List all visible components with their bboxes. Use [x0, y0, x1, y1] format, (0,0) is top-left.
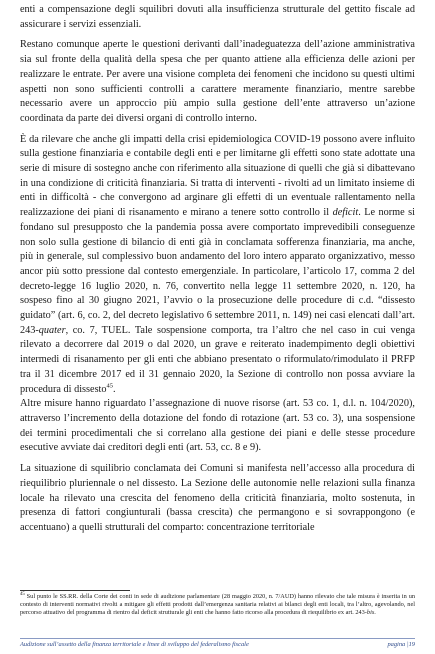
paragraph-2: Restano comunque aperte le questioni derivanti dall’inadeguatezza dell’azione amministrativa sia sul fronte della qualità della spesa che per quanto attiene alla efficienza delle azioni per realizzare le entrate. Per avere una visione completa dei fenomeni che incidono su questi ultimi aspetti non sono sufficienti controlli a carattere meramente finanziario, mentre sarebbe necessario avere un approccio più ampio sulla gestione dell’ente attraverso un’azione coordinata da parte dei diversi organi di controllo interno. — [20, 39, 415, 124]
footnote-separator — [20, 590, 130, 591]
paragraph-5: La situazione di squilibrio conclamata dei Comuni si manifesta nell’accesso alla procedura di riequilibrio pluriennale o nel dissesto. La Sezione delle autonomie nelle relazioni sulla finanza locale ha rilevato una crescita del fenomeno della criticità finanziaria, molto sostenuta, in presenza di fattori congiunturali (bassa crescita) che permangono e si sovrappongono (e accentuano) a quelli strutturali del comparto: concentrazione territoriale — [20, 463, 415, 533]
paragraph-3-text-b: . Le norme si fondano sul presupposto che la pandemia possa avere comportato imprevedibili conseguenze non solo sulla gestione di bilancio di enti già in conclamata sofferenza finanziaria, ma anche, più in generale, sul complessivo buon andamento del loro intero apparato organizzativo, messo ancor più sotto pressione dal contesto emergenziale. In particolare, l’articolo 17, comma 2 del decreto-legge 16 luglio 2020, n. 76, convertito nella legge 11 settembre 2020, n. 120, ha sospeso fino al 30 giugno 2021, l’avvio o la prosecuzione delle procedure di c.d. “dissesto guidato” (art. 6, co. 2, del decreto legislativo 6 settembre 2011, n. 149) nei casi elencati dall’art. 243- — [20, 207, 415, 336]
paragraph-4: Altre misure hanno riguardato l’assegnazione di nuove risorse (art. 53 co. 1, d.l. n. 104/2020), attraverso l’incremento della dotazione del fondo di rotazione (art. 53 co. 3), una sospensione dei termini procedimentali che si correlano alla gestione dei piani e delle stesse procedure esecutive avviate dai creditori degli enti (art. 53, cc. 8 e 9). — [20, 398, 415, 454]
page-number: 19 — [408, 641, 415, 648]
paragraph-3-text-a: È da rilevare che anche gli impatti della crisi epidemiologica COVID-19 possono avere influito sulla gestione finanziaria e contabile degli enti e per limitarne gli effetti sono state adottate una serie di misure di sostegno anche con riferimento alla situazione di quelli che già si dibattevano in una condizione di criticità finanziaria. Si tratta di interventi - rivolti ad un limitato insieme di enti in difficoltà - che convergono ad arginare gli effetti di un eventuale rallentamento nella realizzazione dei piani di risanamento e mirano a tenere sotto controllo il — [20, 133, 415, 219]
footer-title: Audizione sull’assetto della finanza territoriale e linee di sviluppo del federalismo fiscale — [20, 641, 249, 648]
paragraph-3-text-c: , co. 7, TUEL. Tale sospensione comporta, tra l’altro che nel caso in cui venga rilevato a decorrere dal 2019 o dal 2020, un grave e reiterato inadempimento degli obiettivi intermedi di risanamento per gli enti che abbiano presentato o riformulato/rimodulato il PRFP tra il 31 dicembre 2017 ed il 31 gennaio 2020, la Sezione di controllo non possa avviare la procedura di dissesto — [20, 324, 415, 395]
footnote-45 — [20, 593, 415, 617]
footnote-italic: bis — [366, 608, 375, 616]
footnote-text-b: . — [374, 608, 376, 616]
paragraph-3-end: . — [113, 383, 116, 395]
quater-italic: quater — [38, 324, 66, 336]
footnote-ref-45[interactable]: 45 — [106, 382, 114, 390]
page-separator: | — [406, 641, 409, 648]
deficit-italic: deficit — [332, 207, 359, 219]
footer-page-number — [387, 641, 415, 648]
paragraph-1: enti a compensazione degli squilibri dovuti alla insufficienza strutturale del gettito fiscale ad assicurare i servizi essenziali. — [20, 4, 415, 30]
paragraph-3 — [20, 133, 415, 398]
page-label: pagina — [387, 641, 406, 648]
footer-divider — [20, 638, 415, 639]
footnote-number: 45 — [20, 591, 25, 597]
footnote-text-a: Sul punto le SS.RR. della Corte dei conti in sede di audizione parlamentare (28 maggio 2020, n. 7/AUD) hanno rilevato che tale misura è inserita in un contesto di interventi normativi rivolti a mitigare gli effetti prodotti dall’emergenza sanitaria relativi ai bilanci degli enti locali, tra l’altro, agevolando, nel percorso attuativo del programma di rientro dal deficit strutturale gli enti che hanno fatto ricorso alla procedura di riequilibrio ex art. 243- — [20, 593, 415, 616]
body-text — [20, 3, 415, 542]
